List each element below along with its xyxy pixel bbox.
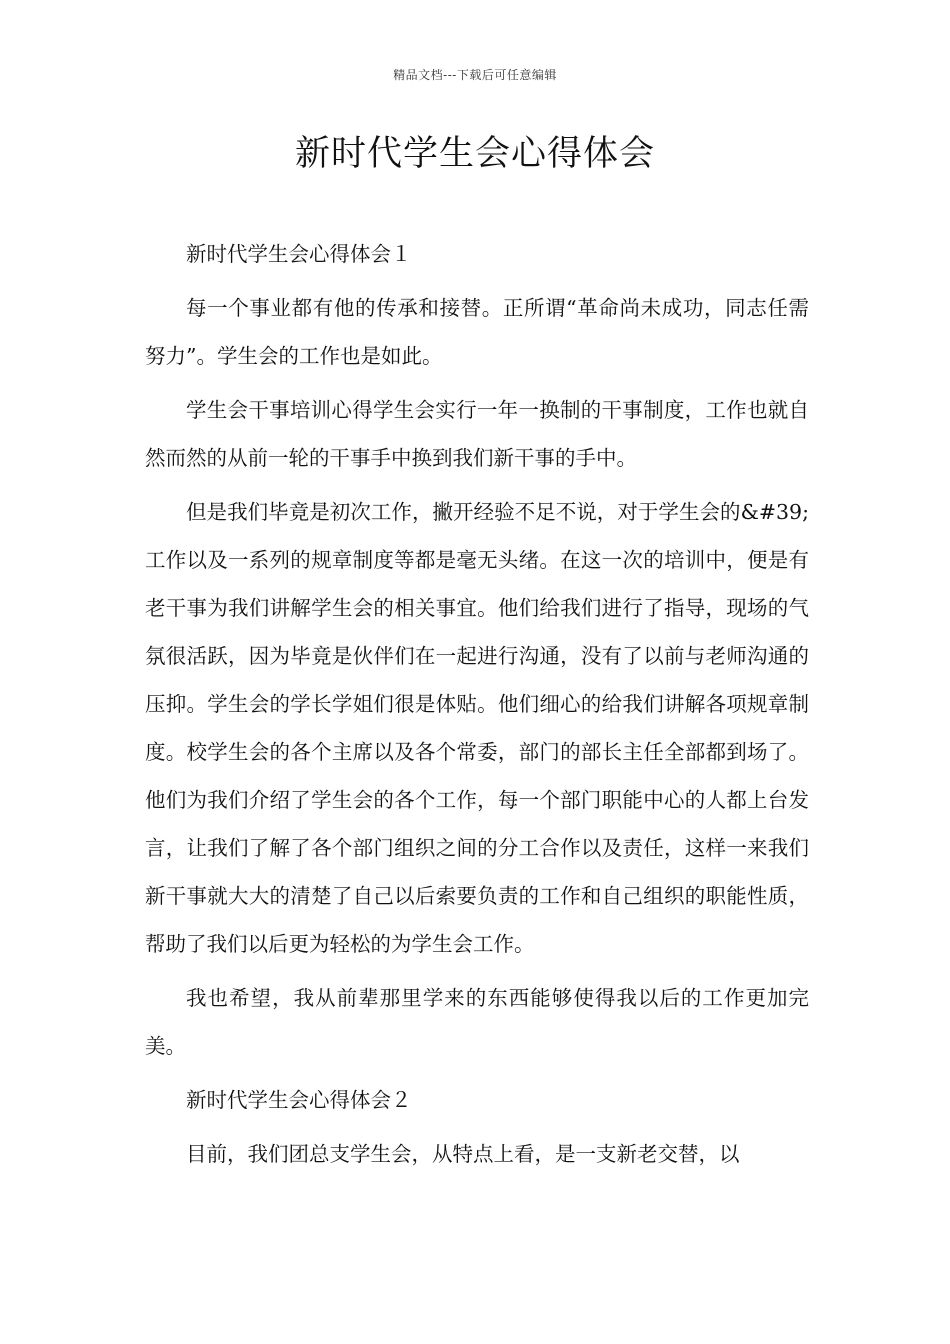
section-heading: 新时代学生会心得体会２ [186,1088,412,1112]
document-body [145,230,809,1184]
body-paragraph: 每一个事业都有他的传承和接替。正所谓“革命尚未成功，同志任需努力”。学生会的工作也是如此。 [145,296,809,368]
section-heading: 新时代学生会心得体会１ [186,242,412,266]
document-title: 新时代学生会心得体会 [294,134,655,174]
body-paragraph: 学生会干事培训心得学生会实行一年一换制的干事制度，工作也就自然而然的从前一轮的干事手中换到我们新干事的手中。 [145,398,809,470]
header-note: 精品文档---下载后可任意编辑 [393,68,557,82]
body-paragraph: 我也希望，我从前辈那里学来的东西能够使得我以后的工作更加完美。 [145,986,809,1058]
body-paragraph: 但是我们毕竟是初次工作，撇开经验不足不说，对于学生会的&#39;工作以及一系列的规章制度等都是毫无头绪。在这一次的培训中，便是有老干事为我们讲解学生会的相关事宜。他们给我们进行了指导，现场的气氛很活跃，因为毕竟是伙伴们在一起进行沟通，没有了以前与老师沟通的压抑。学生会的学长学姐们很是体贴。他们细心的给我们讲解各项规章制度。校学生会的各个主席以及各个常委，部门的部长主任全部都到场了。他们为我们介绍了学生会的各个工作，每一个部门职能中心的人都上台发言，让我们了解了各个部门组织之间的分工合作以及责任，这样一来我们新干事就大大的清楚了自己以后索要负责的工作和自己组织的职能性质，帮助了我们以后更为轻松的为学生会工作。 [145,500,809,956]
body-paragraph: 目前，我们团总支学生会，从特点上看，是一支新老交替，以 [186,1142,740,1166]
